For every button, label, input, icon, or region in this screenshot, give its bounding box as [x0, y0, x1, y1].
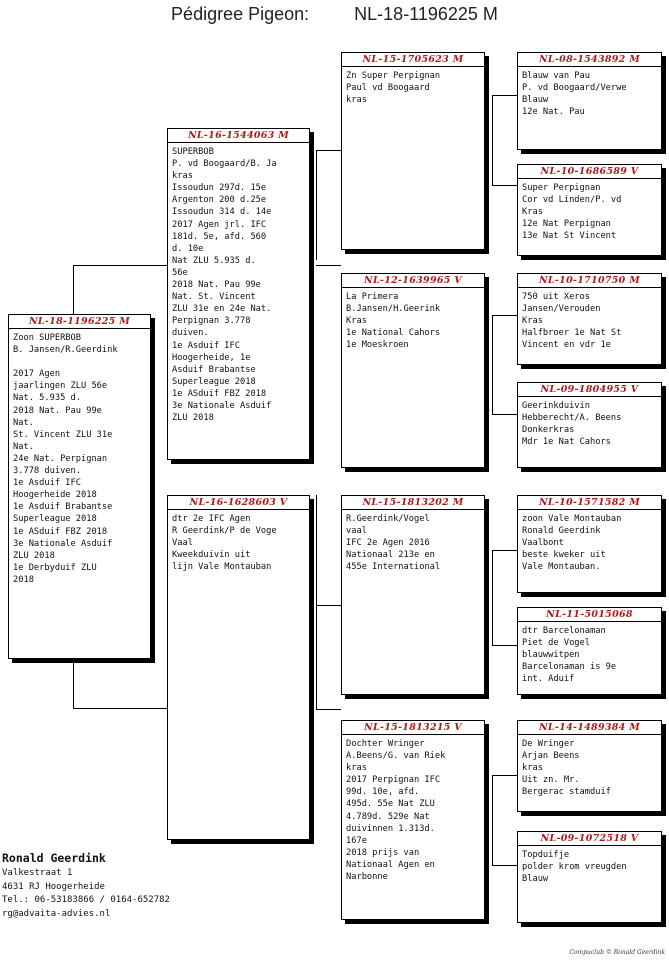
- title-label: Pédigree Pigeon:: [171, 4, 310, 24]
- connector-line: [492, 775, 493, 865]
- ring-number: NL-11-5015068: [518, 608, 661, 622]
- owner-phone: Tel.: 06-53183866 / 0164-652782: [2, 895, 170, 905]
- connector-line: [316, 150, 317, 260]
- connector-line: [73, 265, 74, 315]
- connector-line: [73, 659, 74, 709]
- subject-pigeon-card: [8, 314, 151, 659]
- pigeon-details: 750 uit Xeros Jansen/Verouden Kras Halfbroer 1e Nat St Vincent en vdr 1e: [522, 292, 622, 351]
- connector-line: [492, 865, 517, 866]
- pigeon-details: Blauw van Pau P. vd Boogaard/Verwe Blauw 12e Nat. Pau: [522, 71, 627, 118]
- connector-line: [492, 185, 517, 186]
- pigeon-details: Zoon SUPERBOB B. Jansen/R.Geerdink 2017 Agen jaarlingen ZLU 56e Nat. 5.935 d. 2018 Nat. Pau 99e Nat. St. Vincent ZLU 31e Nat. 24e Nat. Perpignan 3.778 duiven. 1e Asduif IFC Hoogerheide 2018 1e Asduif Brabantse Superleague 2018 1e ASduif FBZ 2018 3e Nationale Asduif ZLU 2018 1e Derbyduif ZLU 2018: [13, 333, 118, 585]
- ring-number: NL-15-1705623 M: [342, 53, 484, 67]
- title-ring-number: NL-18-1196225 M: [354, 4, 498, 24]
- dam-card: [167, 495, 310, 840]
- pigeon-details: SUPERBOB P. vd Boogaard/B. Ja kras Issoudun 297d. 15e Argenton 200 d.25e Issoudun 314 d. 14e 2017 Agen jrl. IFC 181d. 5e, afd. 560 d. 10e Nat ZLU 5.935 d. 56e 2018 Nat. Pau 99e Nat. St. Vincent ZLU 31e en 24e Nat. Perpignan 3.778 duiven. 1e Asduif IFC Hoogerheide, 1e Asduif Brabantse Superleague 2018 1e ASduif FBZ 2018 3e Nationale Asduif ZLU 2018: [172, 147, 277, 424]
- owner-contact: [2, 850, 170, 921]
- connector-line: [316, 709, 341, 710]
- owner-street: Valkestraat 1: [2, 868, 73, 878]
- pigeon-details: Zn Super Perpignan Paul vd Boogaard kras: [346, 71, 441, 106]
- ddd-card: [517, 831, 662, 923]
- ring-number: NL-16-1544063 M: [168, 129, 309, 143]
- pigeon-details: Geerinkduivin Hebberecht/A. Beens Donkerkras Mdr 1e Nat Cahors: [522, 401, 622, 448]
- connector-line: [492, 315, 517, 316]
- software-credit: Compuclub © Ronald Geerdink: [569, 949, 665, 956]
- connector-line: [316, 605, 341, 606]
- ring-number: NL-15-1813215 V: [342, 721, 484, 735]
- dsd-card: [517, 607, 662, 695]
- sire-sire-card: [341, 52, 485, 250]
- pigeon-details: Dochter Wringer A.Beens/G. van Riek kras 2017 Perpignan IFC 99d. 10e, afd. 495d. 55e Nat ZLU 4.789d. 529e Nat duivinnen 1.313d. 167e 2018 prijs van Nationaal Agen en Narbonne: [346, 739, 446, 883]
- connector-line: [492, 95, 493, 185]
- connector-line: [316, 495, 317, 605]
- dam-dam-card: [341, 720, 485, 920]
- connector-line: [316, 605, 317, 710]
- connector-line: [492, 775, 517, 776]
- sire-dam-card: [341, 273, 485, 468]
- pigeon-details: R.Geerdink/Vogel vaal IFC 2e Agen 2016 Nationaal 213e en 455e International: [346, 514, 441, 573]
- ring-number: NL-08-1543892 M: [518, 53, 661, 67]
- connector-line: [492, 550, 493, 645]
- owner-email[interactable]: rg@advaita-advies.nl: [2, 908, 111, 919]
- pigeon-details: La Primera B.Jansen/H.Geerink Kras 1e National Cahors 1e Moeskroen: [346, 292, 441, 351]
- ring-number: NL-12-1639965 V: [342, 274, 484, 288]
- ring-number: NL-10-1686589 V: [518, 165, 661, 179]
- ring-number: NL-15-1813202 M: [342, 496, 484, 510]
- pigeon-details: De Wringer Arjan Beens kras Uit zn. Mr. Bergerac stamduif: [522, 739, 611, 798]
- connector-line: [316, 150, 341, 151]
- sire-card: [167, 128, 310, 460]
- dds-card: [517, 720, 662, 812]
- pigeon-details: Topduifje polder krom vreugden Blauw: [522, 850, 627, 885]
- pigeon-details: Super Perpignan Cor vd Linden/P. vd Kras 12e Nat Perpignan 13e Nat St Vincent: [522, 183, 622, 242]
- connector-line: [492, 550, 517, 551]
- page-title: [0, 4, 669, 25]
- pigeon-details: dtr 2e IFC Agen R Geerdink/P de Voge Vaal Kweekduivin uit lijn Vale Montauban: [172, 514, 277, 573]
- ring-number: NL-09-1072518 V: [518, 832, 661, 846]
- connector-line: [73, 708, 167, 709]
- sds-card: [517, 273, 662, 365]
- connector-line: [492, 95, 517, 96]
- connector-line: [73, 265, 167, 266]
- ring-number: NL-14-1489384 M: [518, 721, 661, 735]
- connector-line: [492, 315, 493, 415]
- pigeon-details: zoon Vale Montauban Ronald Geerdink Vaalbont beste kweker uit Vale Montauban.: [522, 514, 622, 573]
- connector-line: [492, 414, 517, 415]
- owner-city: 4631 RJ Hoogerheide: [2, 881, 105, 892]
- dss-card: [517, 495, 662, 593]
- ring-number: NL-18-1196225 M: [9, 315, 150, 329]
- ssd-card: [517, 164, 662, 256]
- ring-number: NL-10-1710750 M: [518, 274, 661, 288]
- connector-line: [316, 265, 341, 266]
- sss-card: [517, 52, 662, 150]
- owner-name: Ronald Geerdink: [2, 851, 106, 865]
- dam-sire-card: [341, 495, 485, 695]
- ring-number: NL-10-1571582 M: [518, 496, 661, 510]
- sdd-card: [517, 382, 662, 468]
- pigeon-details: dtr Barcelonaman Piet de Vogel blauwwitpen Barcelonaman is 9e int. Aduif: [522, 626, 617, 685]
- ring-number: NL-16-1628603 V: [168, 496, 309, 510]
- connector-line: [492, 645, 517, 646]
- ring-number: NL-09-1804955 V: [518, 383, 661, 397]
